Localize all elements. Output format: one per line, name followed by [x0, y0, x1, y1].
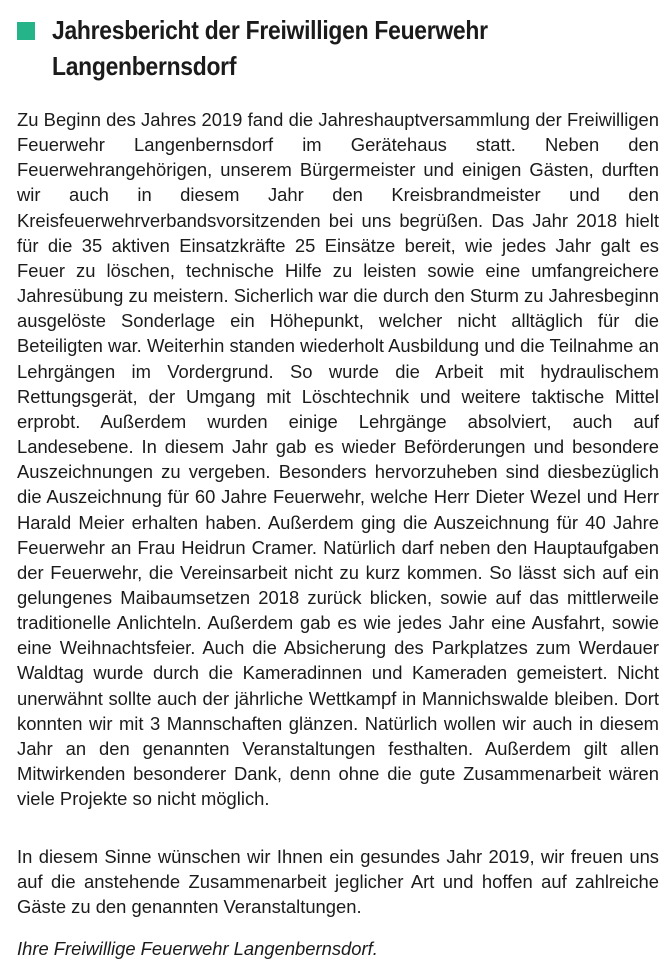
- signature: Ihre Freiwillige Feuerwehr Langenbernsdorf.: [17, 938, 378, 959]
- closing-paragraph: In diesem Sinne wünschen wir Ihnen ein gesundes Jahr 2019, wir freuen uns auf die anstehende Zusammenarbeit jeglicher Art und hoffen auf zahlreiche Gäste zu den genannten Veranstaltungen.: [17, 846, 659, 918]
- report-paragraph: Zu Beginn des Jahres 2019 fand die Jahreshauptversammlung der Freiwilligen Feuerwehr Langenbernsdorf im Gerätehaus statt. Neben den Feuerwehrangehörigen, unserem Bürgermeister und einigen Gästen, durften wir auch in diesem Jahr den Kreisbrandmeister und den Kreisfeuerwehrverbandsvorsitzenden bei uns begrüßen. Das Jahr 2018 hielt für die 35 aktiven Einsatzkräfte 25 Einsätze bereit, wie jedes Jahr galt es Feuer zu löschen, technische Hilfe zu leisten sowie eine umfangreichere Jahresübung zu meistern. Sicherlich war die durch den Sturm zu Jahresbeginn ausgelöste Sonderlage ein Höhepunkt, welcher nicht alltäglich für die Beteiligten war. Weiterhin standen wiederholt Ausbildung und die Teilnahme an Lehrgängen im Vordergrund. So wurde die Arbeit mit hydraulischem Rettungsgerät, der Umgang mit Löschtechnik und weitere taktische Mittel erprobt. Außerdem wurden einige Lehrgänge absolviert, auch auf Landesebene. In diesem Jahr gab es wieder Beförderungen und besondere Auszeichnungen zu vergeben. Besonders hervorzuheben sind diesbezüglich die Auszeichnung für 60 Jahre Feuerwehr, welche Herr Dieter Wezel und Herr Harald Meier erhalten haben. Außerdem ging die Auszeichnung für 40 Jahre Feuerwehr an Frau Heidrun Cramer. Natürlich darf neben den Hauptaufgaben der Feuerwehr, die Vereinsarbeit nicht zu kurz kommen. So lässt sich auf ein gelungenes Maibaumsetzen 2018 zurück blicken, sowie auf das mittlerweile traditionelle Anlichteln. Außerdem gab es wie jedes Jahr eine Ausfahrt, sowie eine Weihnachtsfeier. Auch die Absicherung des Parkplatzes zum Werdauer Waldtag wurde durch die Kameradinnen und Kameraden gemeistert. Nicht unerwähnt sollte auch der jährliche Wettkampf in Mannichswalde bleiben. Dort konnten wir mit 3 Mannschaften glänzen. Natürlich wollen wir auch in diesem Jahr an den genannten Veranstaltungen festhalten. Außerdem gilt allen Mitwirkenden besonderer Dank, denn ohne die gute Zusammenarbeit wären viele Projekte so nicht möglich.: [17, 109, 659, 810]
- title-marker-icon: [17, 22, 35, 40]
- document-title: Jahresbericht der Freiwilligen Feuerwehr Langenbernsdorf: [52, 15, 488, 81]
